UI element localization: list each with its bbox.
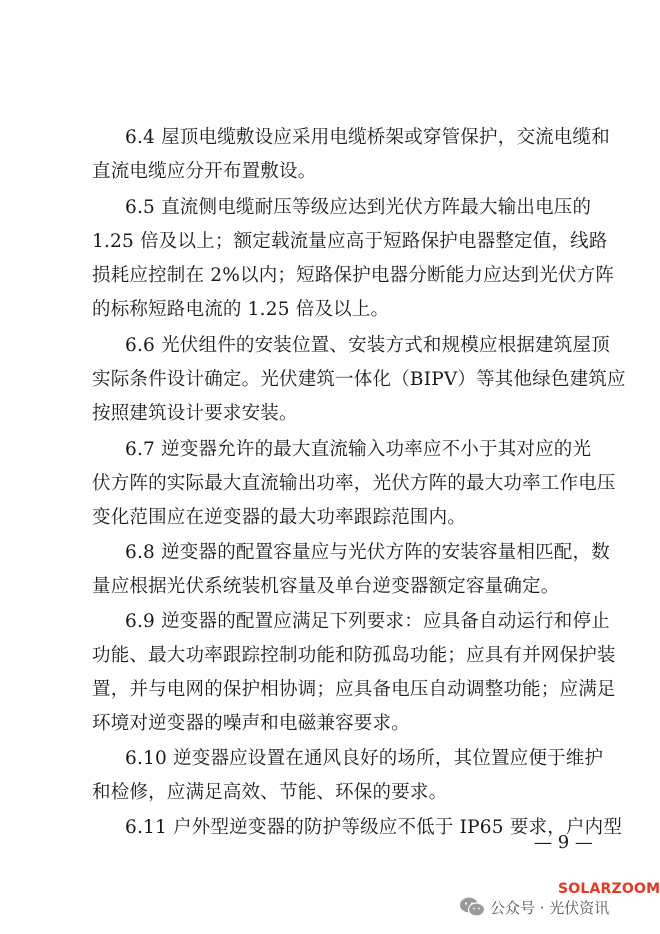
wechat-account-label: 公众号 · 光伏资讯: [490, 898, 610, 917]
paragraph-6-8-line-1: 6.8 逆变器的配置容量应与光伏方阵的安装容量相匹配，数: [125, 542, 610, 563]
wechat-icon: [458, 896, 486, 918]
paragraph-6-8-line-2: 量应根据光伏系统装机容量及单台逆变器额定容量确定。: [92, 576, 560, 597]
paragraph-6-7-line-3: 变化范围应在逆变器的最大功率跟踪范围内。: [92, 507, 467, 528]
brand-watermark: SOLARZOOM: [558, 881, 660, 897]
paragraph-6-4-line-1: 6.4 屋顶电缆敷设应采用电缆桥架或穿管保护，交流电缆和: [125, 127, 610, 148]
paragraph-6-9-line-4: 环境对逆变器的噪声和电磁兼容要求。: [92, 713, 410, 734]
paragraph-6-5-line-4: 的标称短路电流的 1.25 倍及以上。: [92, 299, 390, 320]
paragraph-6-10-line-1: 6.10 逆变器应设置在通风良好的场所，其位置应便于维护: [125, 748, 604, 769]
paragraph-6-7-line-2: 伏方阵的实际最大直流输出功率，光伏方阵的最大功率工作电压: [92, 473, 616, 494]
paragraph-6-10-line-2: 和检修，应满足高效、节能、环保的要求。: [92, 782, 448, 803]
wechat-watermark: [458, 892, 609, 922]
paragraph-6-6-line-2: 实际条件设计确定。光伏建筑一体化（BIPV）等其他绿色建筑应: [92, 369, 626, 390]
paragraph-6-6-line-3: 按照建筑设计要求安装。: [92, 403, 298, 424]
paragraph-6-4-line-2: 直流电缆应分开布置敷设。: [92, 161, 317, 182]
paragraph-6-6-line-1: 6.6 光伏组件的安装位置、安装方式和规模应根据建筑屋顶: [125, 335, 610, 356]
paragraph-6-9-line-3: 置，并与电网的保护相协调；应具备电压自动调整功能；应满足: [92, 679, 616, 700]
paragraph-6-9-line-2: 功能、最大功率跟踪控制功能和防孤岛功能；应具有并网保护装: [92, 645, 616, 666]
paragraph-6-5-line-3: 损耗应控制在 2%以内；短路保护电器分断能力应达到光伏方阵: [92, 265, 615, 286]
paragraph-6-5-line-2: 1.25 倍及以上；额定载流量应高于短路保护电器整定值，线路: [92, 231, 608, 252]
paragraph-6-5-line-1: 6.5 直流侧电缆耐压等级应达到光伏方阵最大输出电压的: [125, 197, 592, 218]
paragraph-6-11-line-1: 6.11 户外型逆变器的防护等级应不低于 IP65 要求，户内型: [125, 817, 623, 838]
paragraph-6-7-line-1: 6.7 逆变器允许的最大直流输入功率应不小于其对应的光: [125, 439, 592, 460]
paragraph-6-9-line-1: 6.9 逆变器的配置应满足下列要求：应具备自动运行和停止: [125, 611, 610, 632]
page-number: — 9 —: [534, 832, 593, 853]
